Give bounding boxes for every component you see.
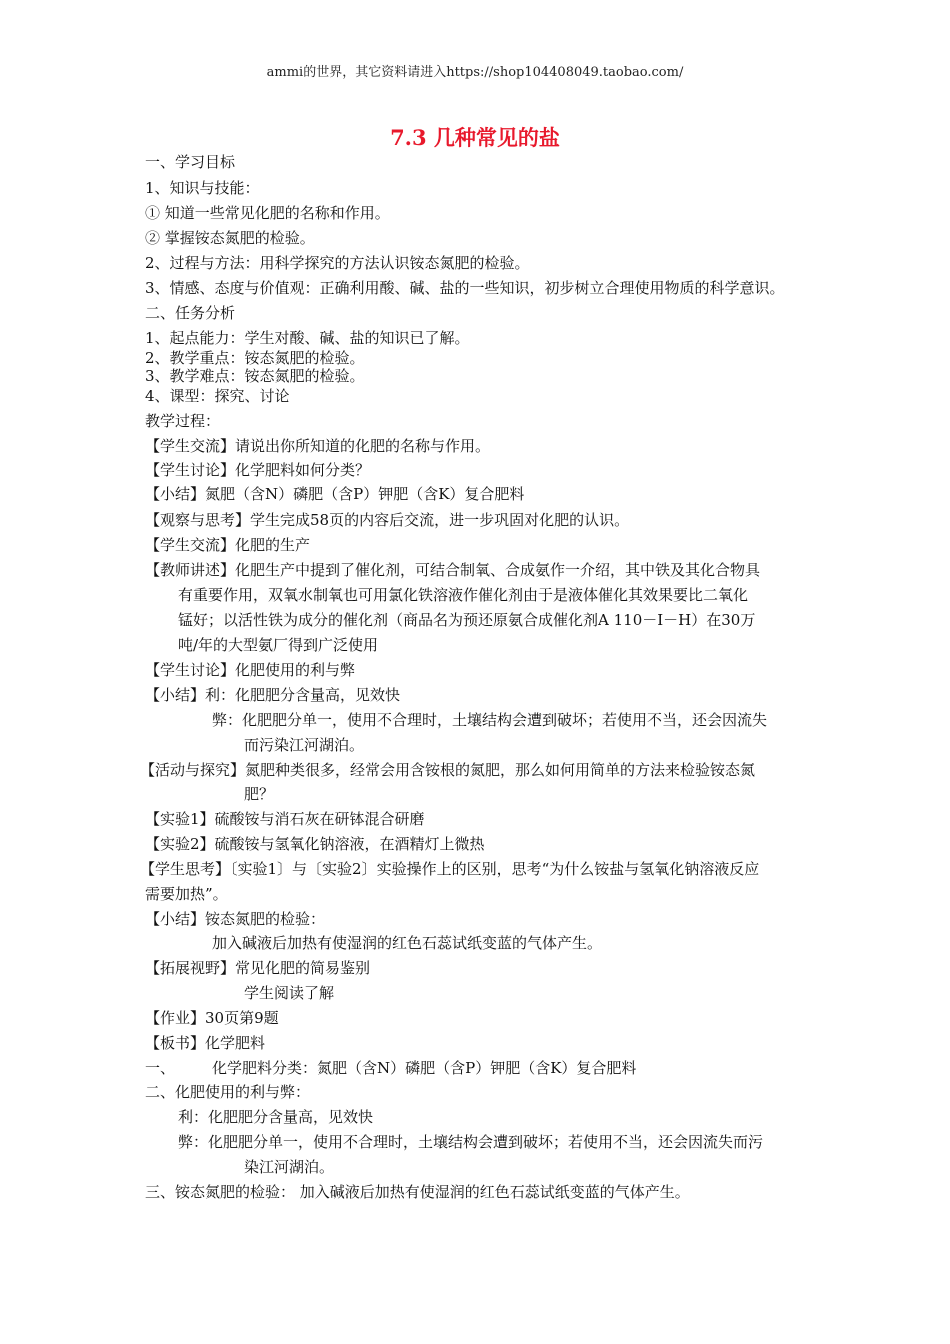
paragraph-line: 锰好；以活性铁为成分的催化剂（商品名为预还原氨合成催化剂A 110－Ⅰ－H）在30万	[178, 611, 756, 629]
document-title: 7.3 几种常见的盐	[390, 125, 560, 150]
paragraph-line: 2、过程与方法：用科学探究的方法认识铵态氮肥的检验。	[145, 254, 530, 272]
paragraph-line: 3、教学难点：铵态氮肥的检验。	[145, 367, 365, 385]
paragraph-line: 【小结】铵态氮肥的检验：	[145, 910, 326, 928]
paragraph-line: 【教师讲述】化肥生产中提到了催化剂，可结合制氧、合成氨作一介绍，其中铁及其化合物具	[145, 561, 761, 579]
paragraph-line: 弊：化肥肥分单一，使用不合理时，土壤结构会遭到破坏；若使用不当，还会因流失而污	[178, 1133, 764, 1151]
paragraph-line: 【实验2】硫酸铵与氢氧化钠溶液，在酒精灯上微热	[145, 835, 485, 853]
paragraph-line: 需要加热”。	[145, 885, 228, 903]
list-item: ② 掌握铵态氮肥的检验。	[145, 229, 315, 247]
list-item: ① 知道一些常见化肥的名称和作用。	[145, 204, 390, 222]
paragraph-line: 【学生讨论】化肥使用的利与弊	[145, 661, 356, 679]
paragraph-line: 肥？	[244, 785, 275, 803]
paragraph-line: 有重要作用，双氧水制氧也可用氯化铁溶液作催化剂由于是液体催化其效果要比二氧化	[178, 586, 749, 604]
paragraph-line: 利：化肥肥分含量高，见效快	[178, 1108, 374, 1126]
list-marker: 一、	[145, 1059, 176, 1077]
paragraph-line: 而污染江河湖泊。	[244, 736, 365, 754]
paragraph-line: 教学过程：	[145, 412, 221, 430]
paragraph-line: 【小结】利：化肥肥分含量高，见效快	[145, 686, 401, 704]
paragraph-line: 2、教学重点：铵态氮肥的检验。	[145, 349, 365, 367]
paragraph-line: 学生阅读了解	[244, 984, 335, 1002]
paragraph-line: 【拓展视野】常见化肥的简易鉴别	[145, 959, 371, 977]
paragraph-line: 吨/年的大型氨厂得到广泛使用	[178, 636, 379, 654]
paragraph-line: 【学生交流】请说出你所知道的化肥的名称与作用。	[145, 437, 491, 455]
paragraph-line: 【板书】化学肥料	[145, 1034, 266, 1052]
paragraph-line: 【学生交流】化肥的生产	[145, 536, 311, 554]
paragraph-line: 三、铵态氮肥的检验： 加入碱液后加热有使湿润的红色石蕊试纸变蓝的气体产生。	[145, 1183, 690, 1201]
paragraph-line: 弊：化肥肥分单一，使用不合理时，土壤结构会遭到破坏；若使用不当，还会因流失	[212, 711, 768, 729]
section-heading: 一、学习目标	[145, 153, 236, 171]
paragraph-line: 二、化肥使用的利与弊：	[145, 1083, 311, 1101]
paragraph-line: 【学生思考】〔实验1〕与〔实验2〕实验操作上的区别，思考“为什么铵盐与氢氧化钠溶液反应	[140, 860, 760, 878]
page-header: ammi的世界，其它资料请进入https://shop104408049.taobao.com/	[266, 65, 684, 80]
paragraph-line: 【观察与思考】学生完成58页的内容后交流，进一步巩固对化肥的认识。	[145, 511, 630, 529]
section-heading: 二、任务分析	[145, 304, 236, 322]
paragraph-line: 化学肥料分类：氮肥（含N）磷肥（含P）钾肥（含K）复合肥料	[212, 1059, 637, 1077]
paragraph-line: 【作业】30页第9题	[145, 1009, 279, 1027]
paragraph-line: 【学生讨论】化学肥料如何分类？	[145, 461, 371, 479]
paragraph-line: 【实验1】硫酸铵与消石灰在研钵混合研磨	[145, 810, 425, 828]
paragraph-line: 加入碱液后加热有使湿润的红色石蕊试纸变蓝的气体产生。	[212, 934, 603, 952]
paragraph-line: 【小结】氮肥（含N）磷肥（含P）钾肥（含K）复合肥料	[145, 485, 525, 503]
subsection-heading: 1、知识与技能：	[145, 179, 260, 197]
paragraph-line: 【活动与探究】氮肥种类很多，经常会用含铵根的氮肥，那么如何用简单的方法来检验铵态氮	[140, 761, 756, 779]
paragraph-line: 4、课型：探究、讨论	[145, 387, 290, 405]
paragraph-line: 染江河湖泊。	[244, 1158, 335, 1176]
paragraph-line: 1、起点能力：学生对酸、碱、盐的知识已了解。	[145, 329, 470, 347]
paragraph-line: 3、情感、态度与价值观：正确利用酸、碱、盐的一些知识，初步树立合理使用物质的科学意识。	[145, 279, 785, 297]
